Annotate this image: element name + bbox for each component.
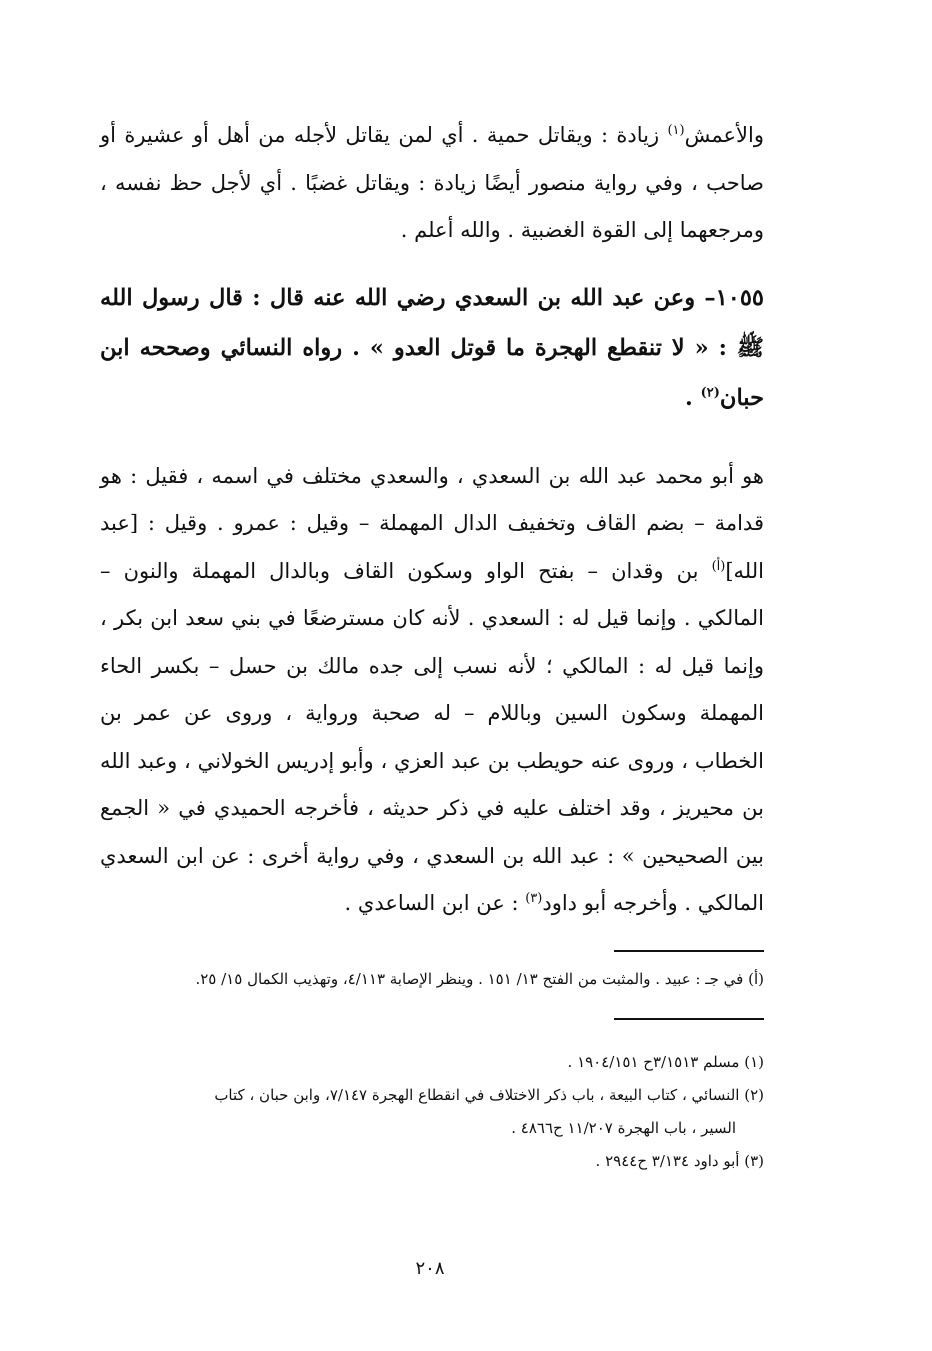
commentary-text-end: : عن ابن الساعدي . [344,891,526,915]
editor-note-divider [614,950,764,952]
commentary-text-start: هو أبو محمد عبد الله بن السعدي ، والسعدي مختلف في اسمه ، فقيل : هو قدامة – بضم القاف وتخفيف الدال المهملة – وقيل : عمرو . وقيل : [عبد الله] [100,463,764,583]
intro-text-rest: زيادة : ويقاتل حمية . أي لمن يقاتل لأجله من أهل أو عشيرة أو صاحب ، وفي رواية منصور أيضًا زيادة : ويقاتل غضبًا . أي لأجل حظ نفسه ، ومرجعهما إلى القوة الغضبية . والله أعلم . [100,123,764,242]
intro-text-start: والأعمش [684,123,764,147]
commentary-paragraph [100,453,764,928]
commentary-text-middle: بن وقدان – بفتح الواو وسكون القاف وبالدال المهملة والنون – المالكي . وإنما قيل له : السعدي . لأنه كان مسترضعًا في بني سعد ابن بكر ، وإنما قيل له : المالكي ؛ لأنه نسب إلى جده مالك بن حسل – بكسر الحاء المهملة وسكون السين وباللام – له صحبة ورواية ، وروى عن عمر بن الخطاب ، وروى عنه حويطب بن عبد العزي ، وأبو إدريس الخولاني ، وعبد الله بن محيريز ، وقد اختلف عليه في ذكر حديثه ، فأخرجه الحميدي في « الجمع بين الصحيحين » : عبد الله بن السعدي ، وفي رواية أخرى : عن ابن السعدي المالكي . وأخرجه أبو داود [100,558,764,915]
hadith-text-end: . [684,384,701,411]
footnotes-divider [614,1018,764,1020]
page-body [100,112,764,1178]
footnote-3: (٣) أبو داود ٣/١٣٤ ح٢٩٤٤ . [595,1151,764,1170]
footnote-ref-2[interactable]: (٢) [700,385,720,400]
footnote-ref-1[interactable]: (١) [667,123,685,138]
hadith-text: ١٠٥٥– وعن عبد الله بن السعدي رضي الله عنه قال : قال رسول الله ﷺ : « لا تنقطع الهجرة ما قوتل العدو » . رواه النسائي وصححه ابن حبان [100,284,764,411]
footnotes-section [100,1046,764,1178]
intro-paragraph [100,112,764,255]
footnote-2: (٢) النسائي ، كتاب البيعة ، باب ذكر الاختلاف في انقطاع الهجرة ٧/١٤٧، وابن حبان ، كتاب [214,1085,764,1104]
page-number: ٢٠٨ [415,1258,445,1279]
footnote-2-continued: السير ، باب الهجرة ١١/٢٠٧ ح٤٨٦٦ . [511,1118,736,1137]
hadith-paragraph [100,273,764,423]
editor-note: (أ) في جـ : عبيد . والمثبت من الفتح ١٣/ ١٥١ . وينظر الإصابة ٤/١١٣، وتهذيب الكمال ١٥/ ٢٥. [195,969,764,988]
footnote-ref-3[interactable]: (٣) [525,891,543,906]
footnote-1: (١) مسلم ٣/١٥١٣ح ١٩٠٤/١٥١ . [567,1052,764,1071]
editor-note-ref[interactable]: (أ) [711,558,726,574]
